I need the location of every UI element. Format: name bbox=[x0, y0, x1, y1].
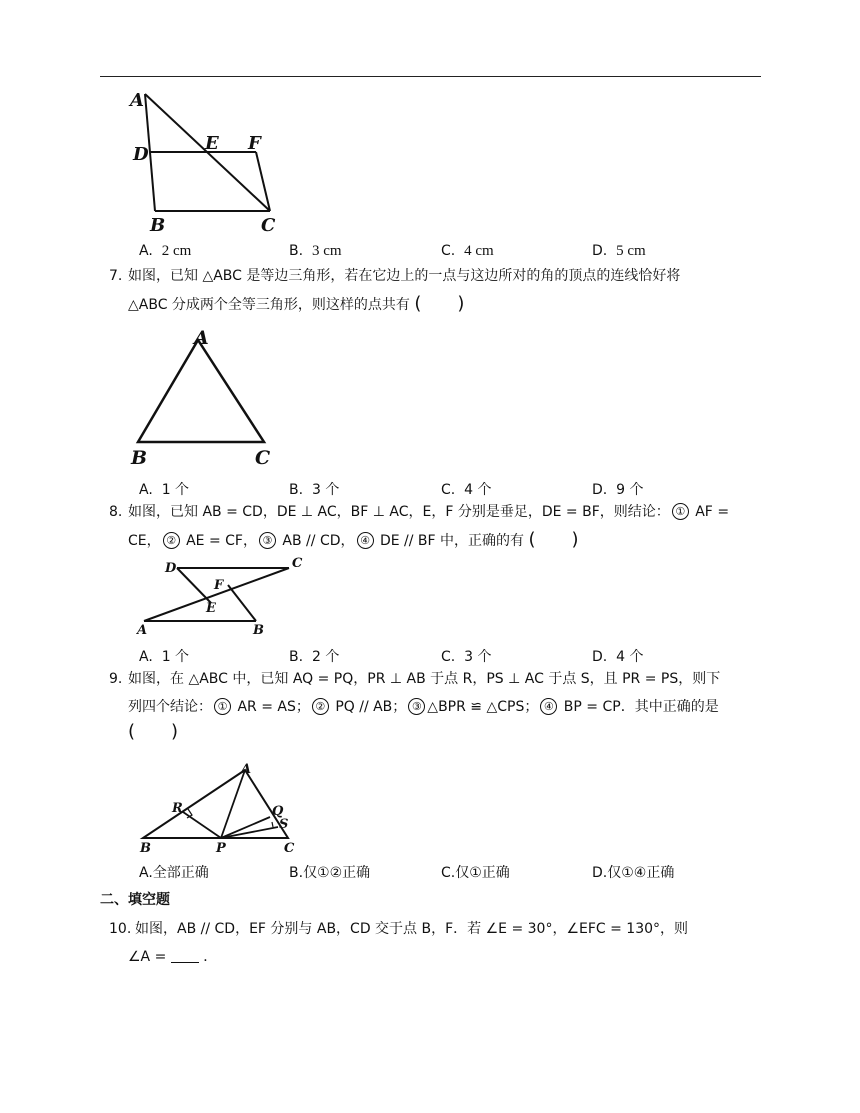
q9-diagram bbox=[138, 760, 308, 855]
q6-option-c[interactable]: C. 4 cm bbox=[441, 243, 494, 259]
q9-label-p: P bbox=[216, 841, 226, 855]
q9-label-c: C bbox=[284, 841, 295, 855]
q9-option-b[interactable]: B.仅①②正确 bbox=[289, 865, 371, 881]
q9-line-1: 9. 如图，在 △ABC 中，已知 AQ = PQ，PR ⊥ AB 于点 R，PS ⊥ AC 于点 S，且 PR = PS，则下 bbox=[109, 671, 721, 687]
q8-option-d[interactable]: D. 4 个 bbox=[592, 649, 644, 665]
section-fill-in-blank: 二、填空题 bbox=[100, 892, 170, 908]
q6-option-d[interactable]: D. 5 cm bbox=[592, 243, 646, 259]
q7-option-a[interactable]: A. 1 个 bbox=[139, 482, 190, 498]
q6-label-e: E bbox=[205, 133, 219, 154]
q8-label-a: A bbox=[137, 623, 148, 638]
q7-label-b: B bbox=[131, 447, 148, 469]
q9-line-2: 列四个结论： ① AR = AS； ② PQ // AB； ③ △BPR ≌ △CPS； ④ BP = CP．其中正确的是 bbox=[128, 699, 719, 715]
q9-option-c[interactable]: C.仅①正确 bbox=[441, 865, 510, 881]
q6-options bbox=[139, 243, 759, 263]
q7-option-b[interactable]: B. 3 个 bbox=[289, 482, 340, 498]
q9-option-d[interactable]: D.仅①④正确 bbox=[592, 865, 675, 881]
q7-option-c[interactable]: C. 4 个 bbox=[441, 482, 492, 498]
q6-label-a: A bbox=[130, 90, 144, 111]
q8-label-f: F bbox=[214, 578, 224, 593]
q10-line-1: 10. 如图，AB // CD，EF 分别与 AB，CD 交于点 B，F．若 ∠E = 30°，∠EFC = 130°，则 bbox=[109, 921, 689, 937]
q6-label-c: C bbox=[261, 215, 276, 236]
q8-diagram bbox=[132, 555, 317, 640]
q6-label-b: B bbox=[150, 215, 166, 236]
q8-label-b: B bbox=[253, 623, 264, 638]
q9-option-a[interactable]: A.全部正确 bbox=[139, 865, 209, 881]
q8-figure bbox=[132, 555, 317, 644]
q9-options bbox=[139, 862, 759, 882]
q6-diagram bbox=[128, 86, 288, 236]
q6-option-b[interactable]: B. 3 cm bbox=[289, 243, 342, 259]
q10-line-2: ∠A = ． bbox=[128, 949, 218, 965]
q8-label-d: D bbox=[165, 561, 177, 576]
q9-label-b: B bbox=[140, 841, 151, 855]
q9-label-r: R bbox=[172, 801, 183, 816]
q8-line-2: CE， ② AE = CF， ③ AB // CD， ④ DE // BF 中，正确的有 ( ) bbox=[128, 529, 579, 550]
q7-label-c: C bbox=[255, 447, 271, 469]
q9-label-q: Q bbox=[272, 804, 284, 819]
q6-option-a[interactable]: A. 2 cm bbox=[139, 243, 192, 259]
q8-option-c[interactable]: C. 3 个 bbox=[441, 649, 492, 665]
q8-option-b[interactable]: B. 2 个 bbox=[289, 649, 340, 665]
q9-label-a: A bbox=[241, 762, 252, 777]
q7-line-1: 7. 如图，已知 △ABC 是等边三角形，若在它边上的一点与这边所对的角的顶点的连线恰好将 bbox=[109, 268, 681, 284]
q6-label-f: F bbox=[248, 133, 261, 154]
q9-figure bbox=[138, 760, 308, 859]
q8-option-a[interactable]: A. 1 个 bbox=[139, 649, 190, 665]
q8-label-c: C bbox=[292, 556, 303, 571]
q7-option-d[interactable]: D. 9 个 bbox=[592, 482, 644, 498]
q6-label-d: D bbox=[133, 144, 149, 165]
q8-line-1: 8. 如图，已知 AB = CD，DE ⊥ AC，BF ⊥ AC，E，F 分别是垂足，DE = BF，则结论： ① AF = bbox=[109, 504, 730, 520]
q8-options bbox=[139, 646, 759, 666]
q7-options bbox=[139, 479, 759, 499]
q7-diagram bbox=[128, 326, 278, 471]
q9-line-3: ( ) bbox=[128, 721, 179, 742]
q7-line-2: △ABC 分成两个全等三角形，则这样的点共有 ( ) bbox=[128, 293, 465, 314]
q8-label-e: E bbox=[206, 601, 216, 616]
header-rule bbox=[100, 76, 761, 77]
q6-figure bbox=[128, 86, 288, 240]
q9-label-s: S bbox=[279, 817, 289, 832]
q10-answer-blank[interactable] bbox=[171, 948, 199, 963]
q7-figure bbox=[128, 326, 278, 475]
q7-label-a: A bbox=[194, 327, 209, 349]
